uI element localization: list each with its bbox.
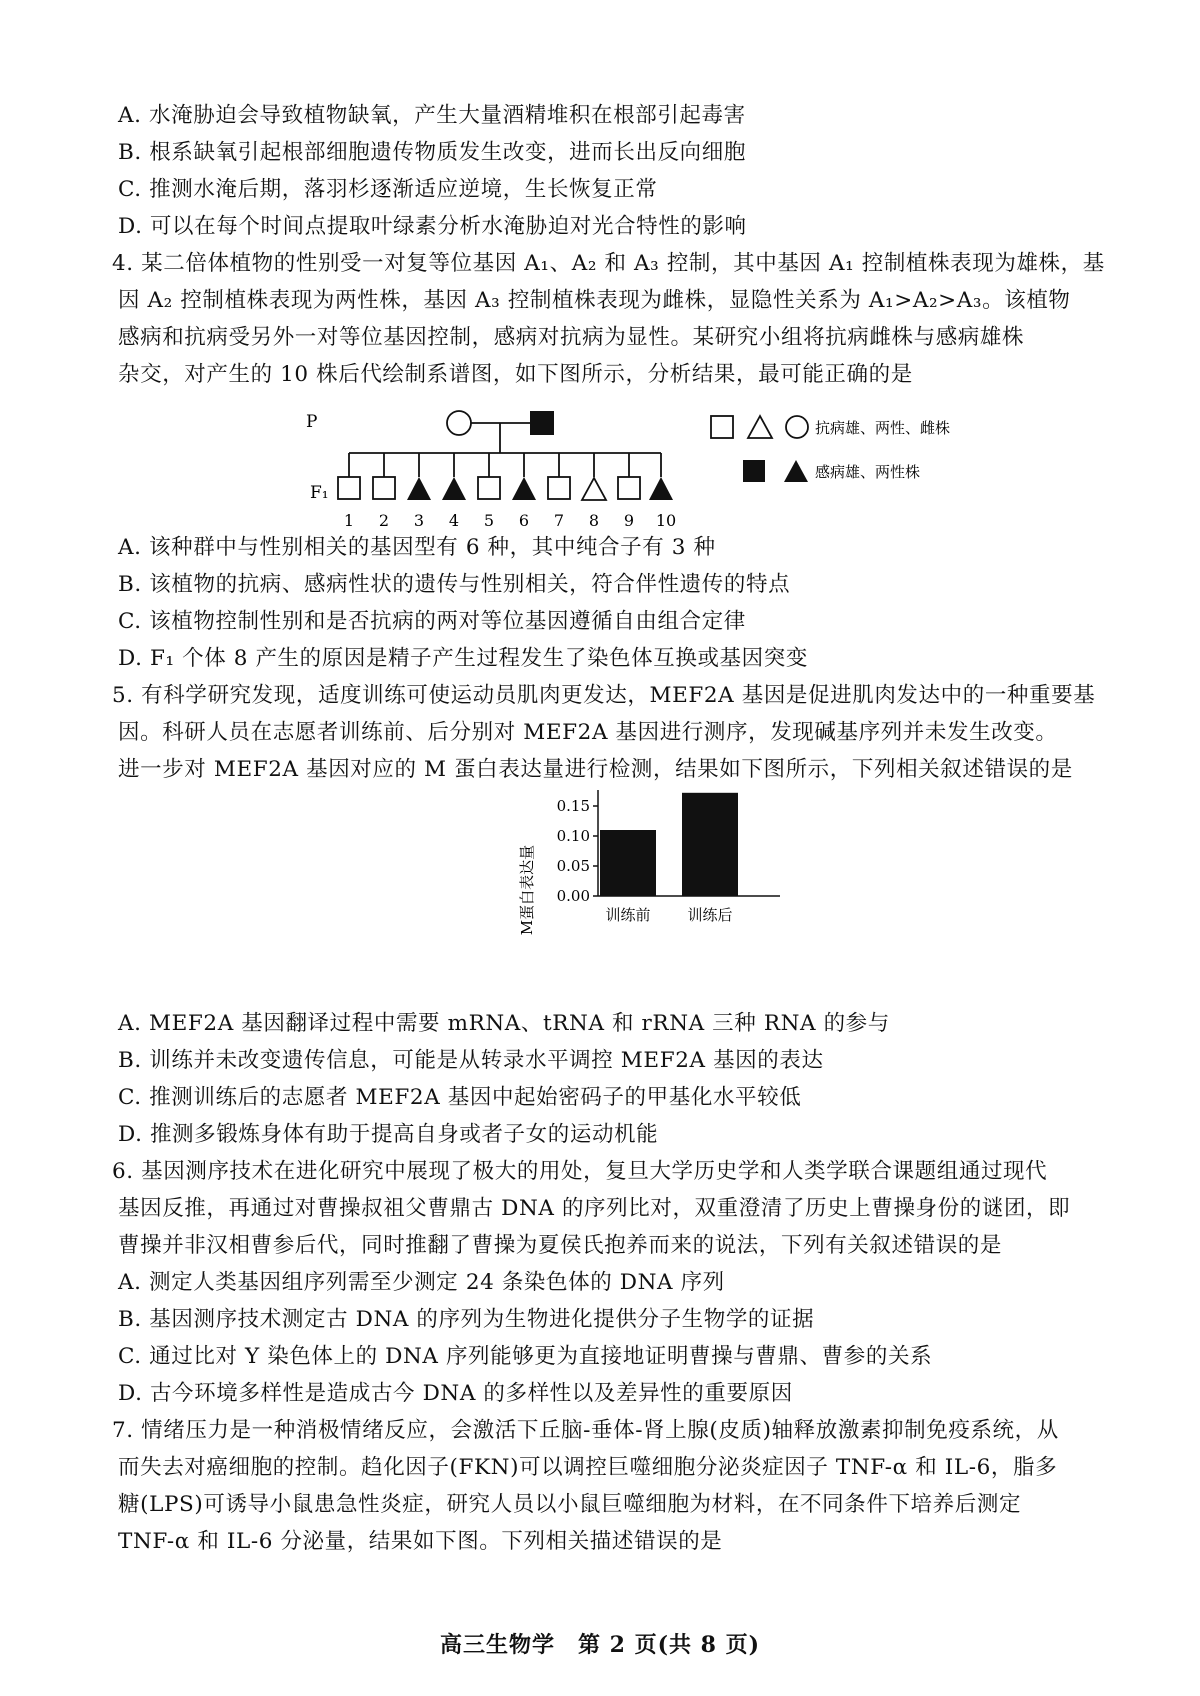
q4-stem-line-2: 因 A₂ 控制植株表现为两性株，基因 A₃ 控制植株表现为雌株，显隐性关系为 A₁>A₂>A₃。该植物 — [118, 288, 1071, 313]
f1-individual-9 — [618, 477, 640, 499]
q4-option-c: C. 该植物控制性别和是否抗病的两对等位基因遵循自由组合定律 — [118, 609, 746, 634]
q5-option-b: B. 训练并未改变遗传信息，可能是从转录水平调控 MEF2A 基因的表达 — [118, 1048, 824, 1073]
chart-y-tick-label: 0.05 — [556, 857, 590, 875]
pedigree-diagram — [0, 380, 1200, 530]
q3-option-a: A. 水淹胁迫会导致植物缺氧，产生大量酒精堆积在根部引起毒害 — [118, 103, 746, 128]
q7-stem-line-4: TNF-α 和 IL-6 分泌量，结果如下图。下列相关描述错误的是 — [118, 1529, 723, 1554]
q7-stem-line-2: 而失去对癌细胞的控制。趋化因子(FKN)可以调控巨噬细胞分泌炎症因子 TNF-α 和 IL-6，脂多 — [118, 1455, 1058, 1480]
legend-filled-square — [743, 460, 765, 482]
q6-stem-line-3: 曹操并非汉相曹参后代，同时推翻了曹操为夏侯氏抱养而来的说法，下列有关叙述错误的是 — [118, 1233, 1003, 1258]
q4-option-a: A. 该种群中与性别相关的基因型有 6 种，其中纯合子有 3 种 — [118, 535, 716, 560]
q5-option-d: D. 推测多锻炼身体有助于提高自身或者子女的运动机能 — [118, 1122, 659, 1147]
f1-individual-8 — [582, 478, 606, 500]
page-footer: 高三生物学 第 2 页(共 8 页) — [439, 1632, 761, 1658]
legend-open-label: 抗病雄、两性、雌株 — [815, 419, 951, 437]
f1-individual-5 — [478, 477, 500, 499]
q3-option-b: B. 根系缺氧引起根部细胞遗传物质发生改变，进而长出反向细胞 — [118, 140, 746, 165]
f1-individual-6 — [512, 477, 536, 500]
chart-y-axis-label: M蛋白表达量 — [518, 844, 536, 936]
legend-open-circle — [786, 416, 808, 438]
f1-individual-4 — [442, 477, 466, 500]
f1-number-7: 7 — [553, 511, 565, 530]
q6-option-c: C. 通过比对 Y 染色体上的 DNA 序列能够更为直接地证明曹操与曹鼎、曹参的关系 — [118, 1344, 933, 1369]
f1-number-3: 3 — [413, 511, 425, 530]
f1-individual-2 — [373, 477, 395, 499]
q5-stem-line-1: 5. 有科学研究发现，适度训练可使运动员肌肉更发达，MEF2A 基因是促进肌肉发达中的一种重要基 — [112, 683, 1096, 708]
m-protein-bar-chart — [0, 790, 1200, 990]
q4-stem-line-4: 杂交，对产生的 10 株后代绘制系谱图，如下图所示，分析结果，最可能正确的是 — [118, 362, 913, 387]
q3-option-d: D. 可以在每个时间点提取叶绿素分析水淹胁迫对光合特性的影响 — [118, 214, 747, 239]
f1-number-1: 1 — [343, 511, 355, 530]
f1-number-4: 4 — [448, 511, 460, 530]
f1-number-2: 2 — [378, 511, 390, 530]
parent-male-symbol — [530, 411, 554, 435]
f1-individual-10 — [649, 477, 673, 500]
parent-female-symbol — [447, 411, 471, 435]
f1-number-10: 10 — [655, 511, 677, 530]
q4-option-d: D. F₁ 个体 8 产生的原因是精子产生过程发生了染色体互换或基因突变 — [118, 646, 808, 671]
chart-bar-1 — [600, 830, 656, 896]
q7-stem-line-3: 糖(LPS)可诱导小鼠患急性炎症，研究人员以小鼠巨噬细胞为材料，在不同条件下培养后测定 — [118, 1492, 1022, 1517]
f1-individual-7 — [548, 477, 570, 499]
f1-number-5: 5 — [483, 511, 495, 530]
f1-individual-3 — [407, 477, 431, 500]
q6-stem-line-1: 6. 基因测序技术在进化研究中展现了极大的用处，复旦大学历史学和人类学联合课题组通过现代 — [112, 1159, 1048, 1184]
chart-bar-2 — [682, 793, 738, 896]
chart-y-tick-label: 0.15 — [556, 797, 590, 815]
q4-option-b: B. 该植物的抗病、感病性状的遗传与性别相关，符合伴性遗传的特点 — [118, 572, 791, 597]
q6-option-d: D. 古今环境多样性是造成古今 DNA 的多样性以及差异性的重要原因 — [118, 1381, 793, 1406]
q5-option-c: C. 推测训练后的志愿者 MEF2A 基因中起始密码子的甲基化水平较低 — [118, 1085, 802, 1110]
f1-individual-1 — [338, 477, 360, 499]
q6-option-b: B. 基因测序技术测定古 DNA 的序列为生物进化提供分子生物学的证据 — [118, 1307, 815, 1332]
q6-option-a: A. 测定人类基因组序列需至少测定 24 条染色体的 DNA 序列 — [118, 1270, 725, 1295]
legend-open-square — [711, 416, 733, 438]
f1-number-8: 8 — [588, 511, 600, 530]
q4-stem-line-1: 4. 某二倍体植物的性别受一对复等位基因 A₁、A₂ 和 A₃ 控制，其中基因 A₁ 控制植株表现为雄株，基 — [112, 251, 1105, 276]
f1-number-9: 9 — [623, 511, 635, 530]
q5-stem-line-2: 因。科研人员在志愿者训练前、后分别对 MEF2A 基因进行测序，发现碱基序列并未发生改变。 — [118, 720, 1058, 745]
chart-category-label-2: 训练后 — [687, 906, 733, 924]
q4-stem-line-3: 感病和抗病受另外一对等位基因控制，感病对抗病为显性。某研究小组将抗病雌株与感病雄株 — [118, 325, 1025, 350]
legend-filled-label: 感病雄、两性株 — [815, 463, 921, 481]
q5-option-a: A. MEF2A 基因翻译过程中需要 mRNA、tRNA 和 rRNA 三种 RNA 的参与 — [118, 1011, 890, 1036]
pedigree-p-label: P — [306, 412, 318, 432]
chart-category-label-1: 训练前 — [605, 906, 651, 924]
f1-number-6: 6 — [518, 511, 530, 530]
pedigree-f1-label: F₁ — [310, 483, 329, 503]
legend-open-triangle — [748, 416, 772, 438]
chart-y-tick-label: 0.00 — [556, 887, 590, 905]
q6-stem-line-2: 基因反推，再通过对曹操叔祖父曹鼎古 DNA 的序列比对，双重澄清了历史上曹操身份的谜团，即 — [118, 1196, 1071, 1221]
q7-stem-line-1: 7. 情绪压力是一种消极情绪反应，会激活下丘脑-垂体-肾上腺(皮质)轴释放激素抑制免疫系统，从 — [112, 1418, 1059, 1443]
chart-y-tick-label: 0.10 — [556, 827, 590, 845]
q5-stem-line-3: 进一步对 MEF2A 基因对应的 M 蛋白表达量进行检测，结果如下图所示，下列相关叙述错误的是 — [118, 757, 1073, 782]
legend-filled-triangle — [784, 460, 808, 482]
q3-option-c: C. 推测水淹后期，落羽杉逐渐适应逆境，生长恢复正常 — [118, 177, 658, 202]
